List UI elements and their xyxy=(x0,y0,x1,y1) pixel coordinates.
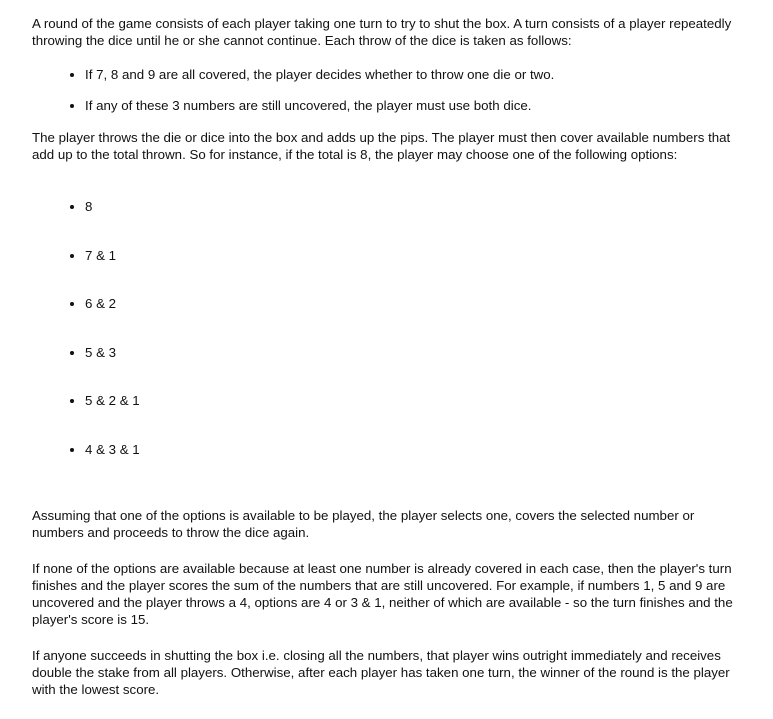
option-available-paragraph: Assuming that one of the options is available to be played, the player selects one, covers the selected number or numbers and proceeds to throw the dice again. xyxy=(32,508,695,540)
list-item: 5 & 3 xyxy=(32,344,752,361)
list-item: 5 & 2 & 1 xyxy=(32,392,752,409)
winning-paragraph: If anyone succeeds in shutting the box i.e. closing all the numbers, that player wins outright immediately and receives double the stake from all players. Otherwise, after each player has taken one turn, the winner of the round is the player with the lowest score. xyxy=(32,648,730,697)
no-options-paragraph: If none of the options are available because at least one number is already covered in each case, then the player's turn finishes and the player scores the sum of the numbers that are still uncovered. For example, if numbers 1, 5 and 9 are uncovered and the player throws a 4, options are 4 or 3 & 1, neither of which are available - so the turn finishes and the player's score is 15. xyxy=(32,561,733,627)
list-item: 6 & 2 xyxy=(32,295,752,312)
throw-rules-list xyxy=(32,66,752,114)
list-item: If 7, 8 and 9 are all covered, the player decides whether to throw one die or two. xyxy=(32,66,752,83)
intro-paragraph: A round of the game consists of each player taking one turn to try to shut the box. A turn consists of a player repeatedly throwing the dice until he or she cannot continue. Each throw of the dice is taken as follows: xyxy=(32,16,732,48)
options-list xyxy=(32,198,752,458)
list-item: 7 & 1 xyxy=(32,247,752,264)
list-item: 4 & 3 & 1 xyxy=(32,441,752,458)
throw-explanation-paragraph: The player throws the die or dice into the box and adds up the pips. The player must then cover available numbers that add up to the total thrown. So for instance, if the total is 8, the player may choose one of the following options: xyxy=(32,130,731,162)
list-item: 8 xyxy=(32,198,752,215)
list-item: If any of these 3 numbers are still uncovered, the player must use both dice. xyxy=(32,97,752,114)
